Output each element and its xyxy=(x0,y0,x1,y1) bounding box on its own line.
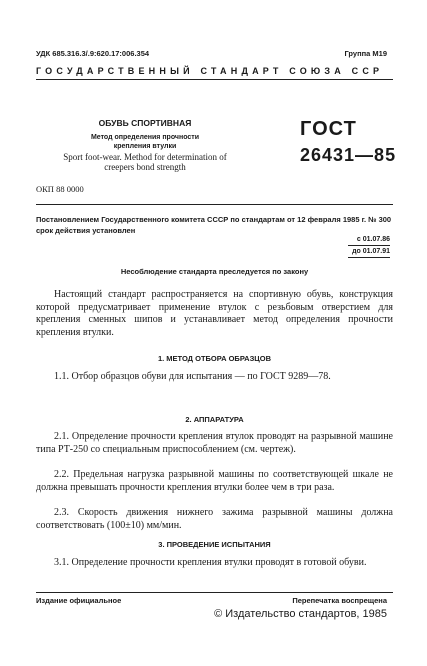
okp-code: ОКП 88 0000 xyxy=(36,184,84,194)
section-1-title: 1. МЕТОД ОТБОРА ОБРАЗЦОВ xyxy=(157,354,272,363)
method-title-ru xyxy=(40,133,250,151)
method-title-ru-line1: Метод определения прочности xyxy=(90,134,200,141)
date-from: с 01.07.86 xyxy=(348,234,390,246)
legal-notice: Несоблюдение стандарта преследуется по закону xyxy=(120,267,309,276)
section-1-para-1: 1.1. Отбор образцов обуви для испытания — по ГОСТ 9289—78. xyxy=(54,371,331,382)
gost-label: ГОСТ xyxy=(300,118,357,140)
reprint-notice: Перепечатка воспрещена xyxy=(292,596,387,605)
decree-text: Постановлением Государственного комитета СССР по стандартам от 12 февраля 1985 г. № 300 срок действия установлен xyxy=(36,215,392,235)
group-code: Группа М19 xyxy=(344,49,387,58)
okp-rule xyxy=(36,204,393,205)
method-title-en-line1: Sport foot-wear. Method for determination of xyxy=(63,152,227,162)
section-2-para-1: 2.1. Определение прочности крепления втулок проводят на разрывной машине типа РТ-250 со специальным приспособлением (см. чертеж). xyxy=(36,431,393,455)
method-title-en-line2: creepers bond strength xyxy=(104,162,186,172)
footer-rule xyxy=(36,592,393,593)
state-standard-heading: ГОСУДАРСТВЕННЫЙ СТАНДАРТ СОЮЗА ССР xyxy=(36,66,384,76)
validity-dates xyxy=(348,234,390,258)
method-title-en xyxy=(40,152,250,172)
date-to: до 01.07.91 xyxy=(348,246,390,258)
udk-code: УДК 685.316.3/.9:620.17:006.354 xyxy=(36,49,150,58)
section-2-para-3: 2.3. Скорость движения нижнего зажима разрывной машины должна соответствовать (100±10) мм/мин. xyxy=(36,507,393,531)
section-3-para-1: 3.1. Определение прочности крепления втулки проводят в готовой обуви. xyxy=(54,557,367,568)
intro-paragraph: Настоящий стандарт распространяется на спортивную обувь, конструкция которой предусматривает применение втулок с резьбовым отверстием для крепления сменных шипов и устанавливает метод определения прочности крепления втулки. xyxy=(36,289,393,338)
section-2-para-2: 2.2. Предельная нагрузка разрывной машины по соответствующей шкале не должна превышать прочности крепления втулки более чем в три раза. xyxy=(36,469,393,493)
official-edition: Издание официальное xyxy=(36,596,122,605)
gost-number: 26431—85 xyxy=(300,145,397,165)
copyright: © Издательство стандартов, 1985 xyxy=(214,608,387,620)
method-title-ru-line2: крепления втулки xyxy=(113,143,177,150)
section-2-title: 2. АППАРАТУРА xyxy=(185,415,244,424)
section-3-title: 3. ПРОВЕДЕНИЕ ИСПЫТАНИЯ xyxy=(158,540,271,549)
header-rule xyxy=(36,79,393,80)
product-title: ОБУВЬ СПОРТИВНАЯ xyxy=(98,118,192,128)
